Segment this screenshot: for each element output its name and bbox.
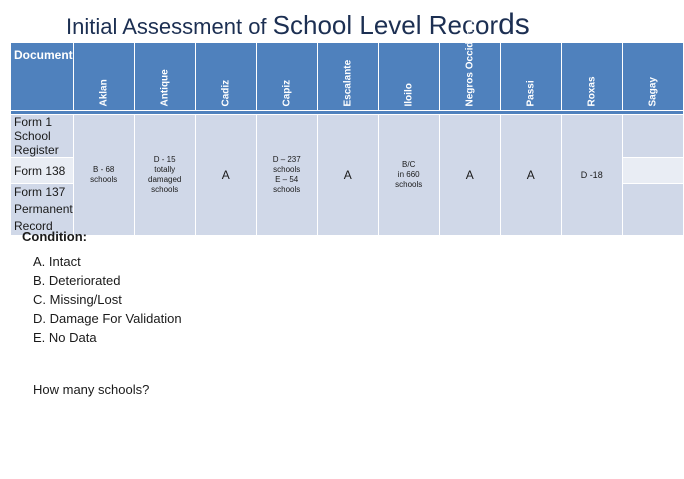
table-row: [11, 115, 684, 158]
cell-capiz: D – 237 schools E – 54 schools: [256, 115, 317, 236]
column-header-negros-occidental: Negros Occidental: [439, 43, 500, 111]
cell-aklan: B - 68 schools: [73, 115, 134, 236]
cell-cadiz: A: [195, 115, 256, 236]
cell-passi: A: [500, 115, 561, 236]
column-header-aklan: Aklan: [73, 43, 134, 111]
list-item: C. Missing/Lost: [33, 292, 122, 307]
cell-roxas: D -18: [561, 115, 622, 236]
table-header-row: [11, 43, 684, 111]
column-header-cadiz: Cadiz: [195, 43, 256, 111]
list-item: E. No Data: [33, 330, 97, 345]
column-header-antique: Antique: [134, 43, 195, 111]
list-item: A. Intact: [33, 254, 81, 269]
cell-escalante: A: [317, 115, 378, 236]
cell-sagay-3: [622, 184, 683, 236]
cell-iloilo: B/C in 660 schools: [378, 115, 439, 236]
condition-heading: Condition:: [22, 229, 87, 244]
cell-negros-occidental: A: [439, 115, 500, 236]
column-header-capiz: Capiz: [256, 43, 317, 111]
column-header-passi: Passi: [500, 43, 561, 111]
list-item: B. Deteriorated: [33, 273, 121, 288]
cell-antique: D - 15 totally damaged schools: [134, 115, 195, 236]
column-header-sagay: Sagay: [622, 43, 683, 111]
condition-list: [33, 252, 182, 347]
row-label-form-1: Form 1 School Register: [11, 115, 74, 158]
row-label-form-137: Form 137 Permanent Record: [11, 184, 74, 236]
list-item: D. Damage For Validation: [33, 311, 182, 326]
page-title: Initial Assessment of School Level Records: [66, 8, 530, 41]
document-header: Document: [11, 43, 74, 111]
row-label-form-138: Form 138: [11, 158, 74, 184]
column-header-escalante: Escalante: [317, 43, 378, 111]
cell-sagay-2: [622, 158, 683, 184]
column-header-iloilo: Iloilo: [378, 43, 439, 111]
question-text: How many schools?: [33, 382, 150, 397]
column-header-roxas: Roxas: [561, 43, 622, 111]
cell-sagay-1: [622, 115, 683, 158]
